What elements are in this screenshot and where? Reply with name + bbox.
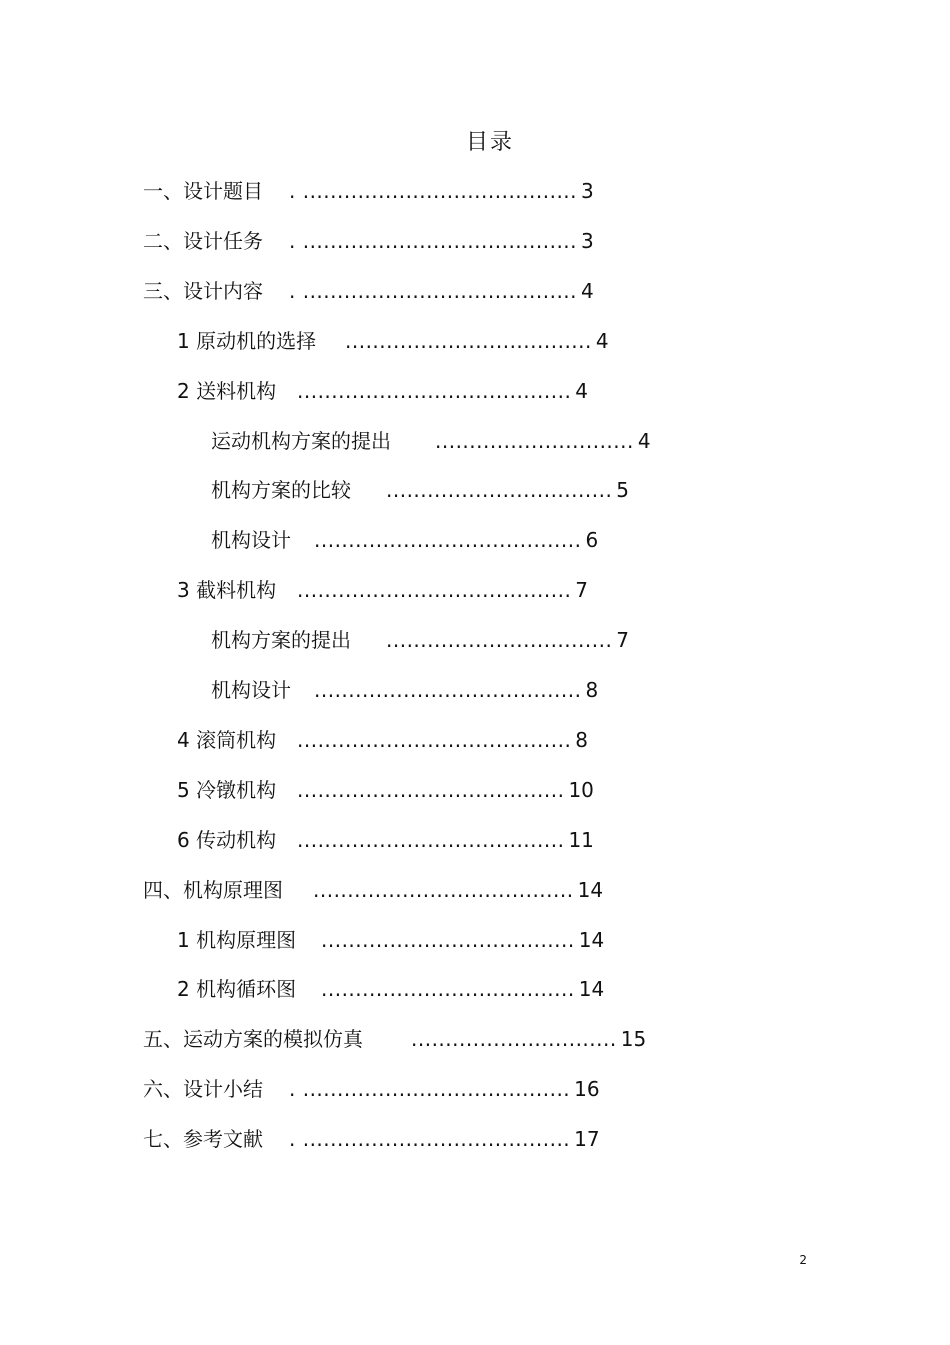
toc-entry-label: 6 传动机构 bbox=[177, 827, 277, 852]
toc-entry-label: 七、参考文献 bbox=[143, 1127, 263, 1152]
page-number: 2 bbox=[799, 1253, 807, 1267]
toc-entry[interactable] bbox=[211, 476, 629, 504]
toc-entry-page: 3 bbox=[581, 179, 594, 203]
toc-entry-leader: . ........................................ bbox=[289, 278, 578, 303]
toc-entry-page: 7 bbox=[616, 628, 630, 653]
toc-entry-label: 三、设计内容 bbox=[143, 278, 263, 303]
toc-entry-page: 15 bbox=[620, 1027, 647, 1052]
toc-entry[interactable] bbox=[143, 1075, 600, 1103]
toc-entry[interactable] bbox=[143, 1025, 646, 1053]
toc-entry-label: 5 冷镦机构 bbox=[177, 777, 277, 802]
toc-entry-page: 11 bbox=[568, 827, 594, 852]
toc-entry-leader: ..................................... bbox=[321, 927, 575, 952]
toc-entry-label: 机构设计 bbox=[211, 528, 291, 553]
toc-entry-leader: .................................... bbox=[345, 328, 592, 353]
toc-entry[interactable] bbox=[177, 726, 588, 754]
toc-entry[interactable] bbox=[177, 776, 594, 804]
toc-entry[interactable] bbox=[211, 526, 598, 554]
toc-entry[interactable] bbox=[177, 327, 609, 355]
toc-entry-leader: ...................................... bbox=[313, 877, 574, 902]
toc-entry[interactable] bbox=[143, 1125, 600, 1153]
toc-entry-leader: ..................................... bbox=[321, 977, 575, 1002]
toc-entry-page: 4 bbox=[581, 278, 594, 303]
page-title: 目录 bbox=[465, 130, 514, 155]
toc-entry-page: 7 bbox=[575, 578, 589, 603]
toc-entry-page: 17 bbox=[574, 1127, 600, 1152]
toc-entry-page: 4 bbox=[595, 328, 609, 353]
toc-entry[interactable] bbox=[177, 826, 594, 854]
toc-entry-label: 机构方案的提出 bbox=[211, 628, 351, 653]
toc-entry-label: 四、机构原理图 bbox=[143, 877, 283, 902]
toc-entry-leader: ............................. bbox=[435, 428, 634, 453]
toc-entry-label: 二、设计任务 bbox=[143, 228, 263, 253]
toc-entry[interactable] bbox=[211, 676, 598, 704]
toc-entry-label: 4 滚筒机构 bbox=[177, 727, 277, 752]
toc-entry-page: 14 bbox=[577, 877, 604, 902]
toc-entry[interactable] bbox=[177, 975, 604, 1003]
toc-entry-leader: ........................................ bbox=[297, 378, 572, 403]
toc-entry[interactable] bbox=[211, 626, 629, 654]
toc-entry-leader: . ....................................... bbox=[289, 1077, 571, 1102]
toc-entry-label: 1 机构原理图 bbox=[177, 927, 297, 952]
toc-entry[interactable] bbox=[143, 177, 594, 205]
toc-entry-label: 六、设计小结 bbox=[143, 1077, 263, 1102]
toc-entry-leader: . ........................................ bbox=[289, 228, 578, 253]
toc-entry-page: 14 bbox=[578, 927, 605, 952]
toc-entry[interactable] bbox=[177, 926, 604, 954]
toc-entry-page: 6 bbox=[585, 528, 599, 553]
toc-entry-label: 2 送料机构 bbox=[177, 378, 277, 403]
toc-entry-leader: ........................................ bbox=[297, 578, 572, 603]
toc-entry-leader: ....................................... bbox=[314, 678, 582, 702]
toc-entry-page: 5 bbox=[616, 478, 630, 503]
toc-entry-page: 8 bbox=[585, 678, 599, 702]
toc-entry-leader: ....................................... bbox=[314, 528, 582, 553]
toc-entry[interactable] bbox=[177, 377, 588, 405]
toc-entry-label: 机构设计 bbox=[211, 678, 291, 702]
toc-entry-label: 一、设计题目 bbox=[143, 179, 263, 203]
toc-entry-leader: ................................. bbox=[386, 478, 613, 503]
toc-entry-leader: . ........................................ bbox=[289, 179, 578, 203]
toc-entry-leader: ........................................ bbox=[297, 727, 572, 752]
toc-entry-label: 运动机构方案的提出 bbox=[211, 428, 391, 453]
toc-entry[interactable] bbox=[143, 876, 603, 904]
toc-entry-page: 4 bbox=[637, 428, 651, 453]
toc-entry-label: 2 机构循环图 bbox=[177, 977, 297, 1002]
toc-entry[interactable] bbox=[177, 576, 588, 604]
toc-entry[interactable] bbox=[211, 427, 651, 455]
toc-entry-page: 16 bbox=[574, 1077, 600, 1102]
toc-entry[interactable] bbox=[143, 227, 594, 255]
toc-entry-leader: .............................. bbox=[411, 1027, 617, 1052]
toc-entry-page: 8 bbox=[575, 727, 589, 752]
toc-entry-leader: ....................................... bbox=[297, 827, 565, 852]
toc-entry-label: 五、运动方案的模拟仿真 bbox=[143, 1027, 363, 1052]
toc-entry-label: 1 原动机的选择 bbox=[177, 328, 317, 353]
toc-entry[interactable] bbox=[143, 277, 594, 305]
toc-entry-label: 3 截料机构 bbox=[177, 578, 277, 603]
toc-entry-leader: ....................................... bbox=[297, 777, 565, 802]
toc-entry-page: 4 bbox=[575, 378, 589, 403]
toc-entry-label: 机构方案的比较 bbox=[211, 478, 351, 503]
toc-entry-leader: ................................. bbox=[386, 628, 613, 653]
toc-entry-page: 10 bbox=[568, 777, 594, 802]
toc-entry-page: 3 bbox=[581, 228, 594, 253]
toc-entry-page: 14 bbox=[578, 977, 605, 1002]
toc-entry-leader: . ....................................... bbox=[289, 1127, 571, 1152]
